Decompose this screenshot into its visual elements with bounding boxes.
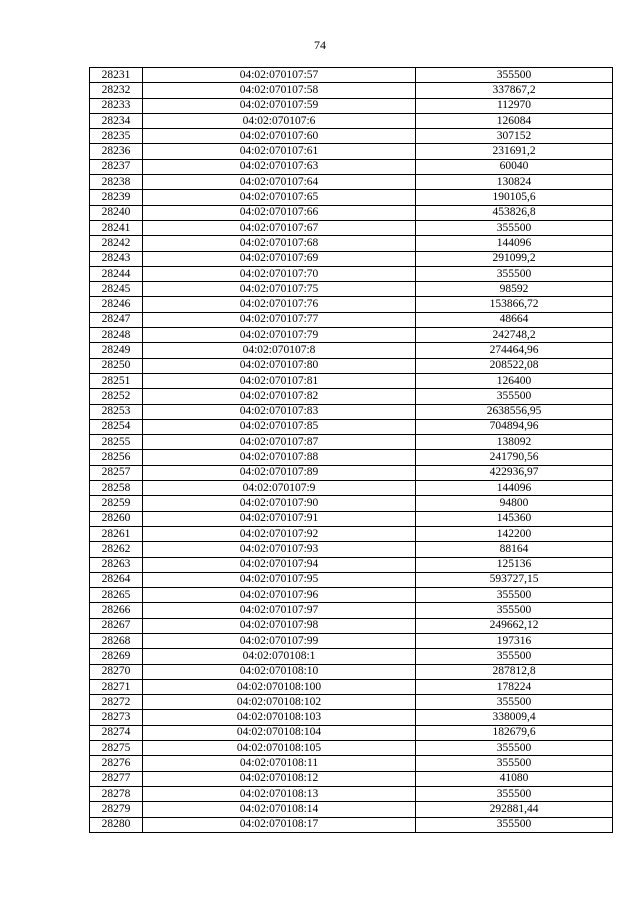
table-row — [90, 679, 613, 694]
table-row — [90, 236, 613, 251]
value-cell: 355500 — [416, 817, 613, 832]
cadastral-number-cell: 04:02:070107:79 — [143, 328, 416, 343]
table-row — [90, 710, 613, 725]
cadastral-number-cell: 04:02:070107:90 — [143, 496, 416, 511]
row-number-cell: 28238 — [90, 175, 143, 190]
row-number-cell: 28251 — [90, 373, 143, 388]
cadastral-number-cell: 04:02:070108:100 — [143, 679, 416, 694]
table-row — [90, 786, 613, 801]
table-row — [90, 741, 613, 756]
table-row — [90, 435, 613, 450]
row-number-cell: 28274 — [90, 725, 143, 740]
table-row — [90, 312, 613, 327]
value-cell: 593727,15 — [416, 572, 613, 587]
row-number-cell: 28236 — [90, 144, 143, 159]
value-cell: 287812,8 — [416, 664, 613, 679]
row-number-cell: 28259 — [90, 496, 143, 511]
cadastral-number-cell: 04:02:070107:91 — [143, 511, 416, 526]
table-row — [90, 649, 613, 664]
cadastral-number-cell: 04:02:070107:98 — [143, 618, 416, 633]
row-number-cell: 28260 — [90, 511, 143, 526]
table-row — [90, 68, 613, 83]
cadastral-number-cell: 04:02:070108:10 — [143, 664, 416, 679]
row-number-cell: 28233 — [90, 98, 143, 113]
row-number-cell: 28257 — [90, 465, 143, 480]
value-cell: 138092 — [416, 435, 613, 450]
row-number-cell: 28273 — [90, 710, 143, 725]
value-cell: 231691,2 — [416, 144, 613, 159]
table-body — [90, 68, 613, 833]
table-row — [90, 220, 613, 235]
table-row — [90, 175, 613, 190]
table-row — [90, 465, 613, 480]
row-number-cell: 28249 — [90, 343, 143, 358]
table-row — [90, 98, 613, 113]
value-cell: 88164 — [416, 542, 613, 557]
table-row — [90, 817, 613, 832]
cadastral-number-cell: 04:02:070107:88 — [143, 450, 416, 465]
cadastral-number-cell: 04:02:070107:61 — [143, 144, 416, 159]
value-cell: 41080 — [416, 771, 613, 786]
value-cell: 422936,97 — [416, 465, 613, 480]
table-row — [90, 572, 613, 587]
table-row — [90, 511, 613, 526]
row-number-cell: 28250 — [90, 358, 143, 373]
cadastral-number-cell: 04:02:070107:9 — [143, 481, 416, 496]
cadastral-number-cell: 04:02:070108:104 — [143, 725, 416, 740]
value-cell: 355500 — [416, 389, 613, 404]
row-number-cell: 28255 — [90, 435, 143, 450]
value-cell: 291099,2 — [416, 251, 613, 266]
cadastral-number-cell: 04:02:070107:57 — [143, 68, 416, 83]
row-number-cell: 28239 — [90, 190, 143, 205]
table-row — [90, 557, 613, 572]
row-number-cell: 28258 — [90, 481, 143, 496]
row-number-cell: 28269 — [90, 649, 143, 664]
value-cell: 355500 — [416, 741, 613, 756]
cadastral-number-cell: 04:02:070107:89 — [143, 465, 416, 480]
value-cell: 144096 — [416, 481, 613, 496]
table-row — [90, 664, 613, 679]
row-number-cell: 28253 — [90, 404, 143, 419]
value-cell: 355500 — [416, 786, 613, 801]
row-number-cell: 28245 — [90, 282, 143, 297]
row-number-cell: 28232 — [90, 83, 143, 98]
value-cell: 337867,2 — [416, 83, 613, 98]
value-cell: 208522,08 — [416, 358, 613, 373]
row-number-cell: 28270 — [90, 664, 143, 679]
row-number-cell: 28279 — [90, 802, 143, 817]
row-number-cell: 28278 — [90, 786, 143, 801]
row-number-cell: 28267 — [90, 618, 143, 633]
value-cell: 355500 — [416, 756, 613, 771]
table-row — [90, 113, 613, 128]
cadastral-number-cell: 04:02:070107:76 — [143, 297, 416, 312]
value-cell: 60040 — [416, 159, 613, 174]
row-number-cell: 28244 — [90, 266, 143, 281]
row-number-cell: 28248 — [90, 328, 143, 343]
table-row — [90, 481, 613, 496]
table-row — [90, 542, 613, 557]
table-row — [90, 633, 613, 648]
cadastral-number-cell: 04:02:070107:68 — [143, 236, 416, 251]
table-row — [90, 205, 613, 220]
table-row — [90, 756, 613, 771]
row-number-cell: 28243 — [90, 251, 143, 266]
cadastral-number-cell: 04:02:070107:77 — [143, 312, 416, 327]
table-row — [90, 588, 613, 603]
value-cell: 2638556,95 — [416, 404, 613, 419]
row-number-cell: 28231 — [90, 68, 143, 83]
table-row — [90, 373, 613, 388]
value-cell: 144096 — [416, 236, 613, 251]
row-number-cell: 28247 — [90, 312, 143, 327]
cadastral-number-cell: 04:02:070107:80 — [143, 358, 416, 373]
cadastral-number-cell: 04:02:070107:67 — [143, 220, 416, 235]
cadastral-number-cell: 04:02:070108:14 — [143, 802, 416, 817]
value-cell: 355500 — [416, 603, 613, 618]
value-cell: 242748,2 — [416, 328, 613, 343]
cadastral-number-cell: 04:02:070107:70 — [143, 266, 416, 281]
table-row — [90, 771, 613, 786]
cadastral-number-cell: 04:02:070107:81 — [143, 373, 416, 388]
value-cell: 98592 — [416, 282, 613, 297]
table-row — [90, 496, 613, 511]
value-cell: 125136 — [416, 557, 613, 572]
row-number-cell: 28234 — [90, 113, 143, 128]
cadastral-number-cell: 04:02:070107:6 — [143, 113, 416, 128]
cadastral-value-table — [89, 67, 613, 833]
table-row — [90, 526, 613, 541]
table-row — [90, 190, 613, 205]
value-cell: 145360 — [416, 511, 613, 526]
value-cell: 153866,72 — [416, 297, 613, 312]
row-number-cell: 28264 — [90, 572, 143, 587]
table-row — [90, 83, 613, 98]
value-cell: 355500 — [416, 220, 613, 235]
table-row — [90, 358, 613, 373]
cadastral-number-cell: 04:02:070107:69 — [143, 251, 416, 266]
value-cell: 704894,96 — [416, 419, 613, 434]
table-row — [90, 129, 613, 144]
cadastral-number-cell: 04:02:070108:102 — [143, 695, 416, 710]
value-cell: 307152 — [416, 129, 613, 144]
table-row — [90, 618, 613, 633]
table-row — [90, 144, 613, 159]
table-row — [90, 695, 613, 710]
row-number-cell: 28268 — [90, 633, 143, 648]
cadastral-number-cell: 04:02:070107:85 — [143, 419, 416, 434]
row-number-cell: 28237 — [90, 159, 143, 174]
value-cell: 241790,56 — [416, 450, 613, 465]
value-cell: 48664 — [416, 312, 613, 327]
row-number-cell: 28242 — [90, 236, 143, 251]
row-number-cell: 28256 — [90, 450, 143, 465]
row-number-cell: 28241 — [90, 220, 143, 235]
value-cell: 355500 — [416, 695, 613, 710]
value-cell: 292881,44 — [416, 802, 613, 817]
value-cell: 126400 — [416, 373, 613, 388]
cadastral-number-cell: 04:02:070107:99 — [143, 633, 416, 648]
page-number: 74 — [314, 38, 326, 52]
cadastral-number-cell: 04:02:070107:92 — [143, 526, 416, 541]
cadastral-number-cell: 04:02:070108:105 — [143, 741, 416, 756]
cadastral-number-cell: 04:02:070108:17 — [143, 817, 416, 832]
cadastral-number-cell: 04:02:070107:63 — [143, 159, 416, 174]
row-number-cell: 28276 — [90, 756, 143, 771]
cadastral-number-cell: 04:02:070107:93 — [143, 542, 416, 557]
row-number-cell: 28265 — [90, 588, 143, 603]
value-cell: 142200 — [416, 526, 613, 541]
cadastral-number-cell: 04:02:070107:75 — [143, 282, 416, 297]
cadastral-number-cell: 04:02:070107:65 — [143, 190, 416, 205]
value-cell: 126084 — [416, 113, 613, 128]
row-number-cell: 28235 — [90, 129, 143, 144]
table-row — [90, 328, 613, 343]
value-cell: 355500 — [416, 266, 613, 281]
row-number-cell: 28252 — [90, 389, 143, 404]
value-cell: 355500 — [416, 68, 613, 83]
row-number-cell: 28277 — [90, 771, 143, 786]
row-number-cell: 28275 — [90, 741, 143, 756]
table-row — [90, 725, 613, 740]
value-cell: 130824 — [416, 175, 613, 190]
value-cell: 94800 — [416, 496, 613, 511]
value-cell: 338009,4 — [416, 710, 613, 725]
table-row — [90, 419, 613, 434]
value-cell: 355500 — [416, 649, 613, 664]
row-number-cell: 28254 — [90, 419, 143, 434]
table-row — [90, 450, 613, 465]
cadastral-number-cell: 04:02:070108:1 — [143, 649, 416, 664]
cadastral-number-cell: 04:02:070107:58 — [143, 83, 416, 98]
cadastral-number-cell: 04:02:070108:12 — [143, 771, 416, 786]
value-cell: 178224 — [416, 679, 613, 694]
table-row — [90, 297, 613, 312]
value-cell: 355500 — [416, 588, 613, 603]
row-number-cell: 28240 — [90, 205, 143, 220]
row-number-cell: 28262 — [90, 542, 143, 557]
cadastral-number-cell: 04:02:070108:11 — [143, 756, 416, 771]
cadastral-number-cell: 04:02:070108:13 — [143, 786, 416, 801]
cadastral-number-cell: 04:02:070107:94 — [143, 557, 416, 572]
table-row — [90, 802, 613, 817]
table-row — [90, 266, 613, 281]
row-number-cell: 28272 — [90, 695, 143, 710]
value-cell: 453826,8 — [416, 205, 613, 220]
row-number-cell: 28261 — [90, 526, 143, 541]
table-row — [90, 603, 613, 618]
cadastral-number-cell: 04:02:070107:97 — [143, 603, 416, 618]
cadastral-number-cell: 04:02:070107:60 — [143, 129, 416, 144]
row-number-cell: 28266 — [90, 603, 143, 618]
table-row — [90, 389, 613, 404]
cadastral-number-cell: 04:02:070107:95 — [143, 572, 416, 587]
value-cell: 274464,96 — [416, 343, 613, 358]
cadastral-number-cell: 04:02:070107:64 — [143, 175, 416, 190]
table-row — [90, 343, 613, 358]
table-row — [90, 404, 613, 419]
row-number-cell: 28263 — [90, 557, 143, 572]
value-cell: 197316 — [416, 633, 613, 648]
row-number-cell: 28246 — [90, 297, 143, 312]
value-cell: 249662,12 — [416, 618, 613, 633]
value-cell: 190105,6 — [416, 190, 613, 205]
cadastral-number-cell: 04:02:070107:87 — [143, 435, 416, 450]
cadastral-number-cell: 04:02:070107:96 — [143, 588, 416, 603]
cadastral-number-cell: 04:02:070107:66 — [143, 205, 416, 220]
cadastral-number-cell: 04:02:070107:82 — [143, 389, 416, 404]
cadastral-number-cell: 04:02:070108:103 — [143, 710, 416, 725]
row-number-cell: 28271 — [90, 679, 143, 694]
cadastral-number-cell: 04:02:070107:83 — [143, 404, 416, 419]
value-cell: 112970 — [416, 98, 613, 113]
cadastral-number-cell: 04:02:070107:59 — [143, 98, 416, 113]
table-row — [90, 251, 613, 266]
table-row — [90, 282, 613, 297]
cadastral-number-cell: 04:02:070107:8 — [143, 343, 416, 358]
value-cell: 182679,6 — [416, 725, 613, 740]
table-row — [90, 159, 613, 174]
row-number-cell: 28280 — [90, 817, 143, 832]
